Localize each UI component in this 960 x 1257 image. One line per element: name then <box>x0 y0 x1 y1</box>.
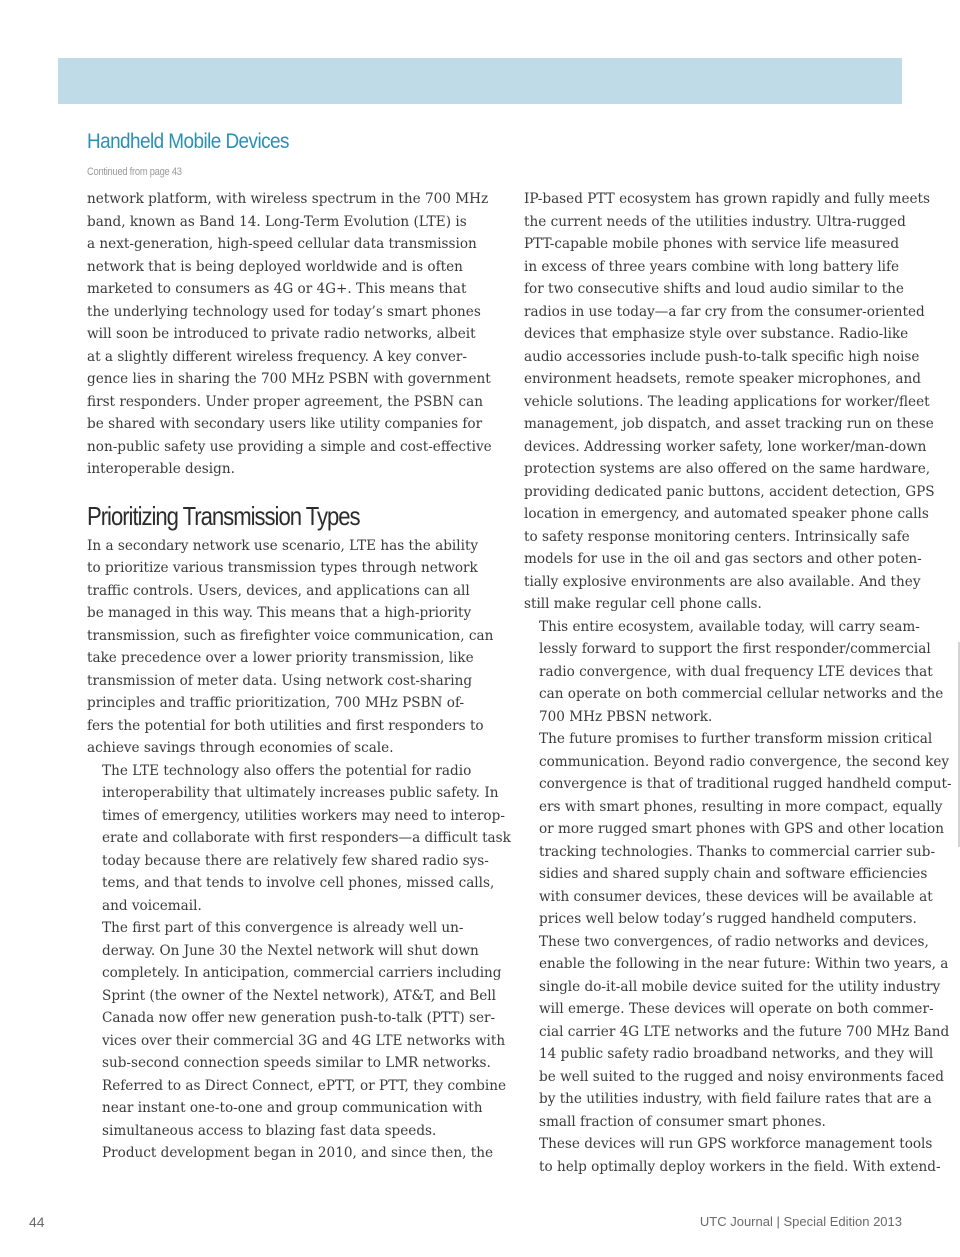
text-line: 14 public safety radio broadband networks, and they will <box>539 1046 934 1062</box>
text-line: transmission, such as firefighter voice communication, can <box>87 627 494 644</box>
text-line: ers with smart phones, resulting in more compact, equally <box>539 798 943 815</box>
paragraph <box>524 616 944 729</box>
text-line: erate and collaborate with first responders—a difficult task <box>102 830 511 846</box>
header-banner <box>58 58 902 104</box>
text-line: be well suited to the rugged and noisy environments faced <box>539 1068 945 1085</box>
text-line: IP-based PTT ecosystem has grown rapidly and fully meets <box>524 191 931 207</box>
paragraph <box>524 188 935 616</box>
text-line: PTT-capable mobile phones with service life measured <box>524 236 900 252</box>
text-line: In a secondary network use scenario, LTE has the ability <box>87 537 479 554</box>
text-line: This entire ecosystem, available today, will carry seam- <box>539 618 920 635</box>
text-line: tems, and that tends to involve cell phones, missed calls, <box>102 875 495 891</box>
text-line: Product development began in 2010, and since then, the <box>102 1145 494 1161</box>
text-line: tracking technologies. Thanks to commercial carrier sub- <box>539 843 936 860</box>
text-line: non-public safety use providing a simple and cost-effective <box>87 438 492 455</box>
text-line: vehicle solutions. The leading applications for worker/fleet <box>524 393 930 410</box>
text-line: small fraction of consumer smart phones. <box>539 1113 826 1130</box>
text-line: with consumer devices, these devices will be available at <box>539 888 933 905</box>
text-line: communication. Beyond radio convergence, the second key <box>539 753 950 770</box>
subheading: Prioritizing Transmission Types <box>87 500 360 531</box>
text-line: Sprint (the owner of the Nextel network), AT&T, and Bell <box>102 987 496 1004</box>
text-line: protection systems are also offered on the same hardware, <box>524 461 931 477</box>
text-line: be shared with secondary users like utility companies for <box>87 416 483 432</box>
text-line: Canada now offer new generation push-to-talk (PTT) ser- <box>102 1010 496 1026</box>
text-line: models for use in the oil and gas sectors and other poten- <box>524 551 922 567</box>
text-line: devices. Addressing worker safety, lone worker/man-down <box>524 438 927 455</box>
text-line: to safety response monitoring centers. Intrinsically safe <box>524 528 910 545</box>
text-line: sub-second connection speeds similar to LMR networks. <box>102 1055 491 1071</box>
text-line: be managed in this way. This means that a high-priority <box>87 605 472 621</box>
paragraph <box>87 917 507 1142</box>
text-line: radios in use today—a far cry from the consumer-oriented <box>524 303 925 320</box>
text-line: The future promises to further transform mission critical <box>539 731 933 747</box>
text-line: band, known as Band 14. Long-Term Evolution (LTE) is <box>87 213 467 230</box>
text-line: to help optimally deploy workers in the field. With extend- <box>539 1158 941 1175</box>
text-line: providing dedicated panic buttons, accident detection, GPS <box>524 483 935 500</box>
text-line: can operate on both commercial cellular networks and the <box>539 686 944 702</box>
right-column <box>524 188 952 1178</box>
text-line: interoperable design. <box>87 461 235 477</box>
text-line: derway. On June 30 the Nextel network will shut down <box>102 942 479 959</box>
page-number: 44 <box>29 1214 45 1230</box>
paragraph <box>87 760 511 918</box>
text-line: These two convergences, of radio networks and devices, <box>539 933 929 950</box>
text-line: the underlying technology used for today’s smart phones <box>87 303 481 320</box>
text-line: for two consecutive shifts and loud audio similar to the <box>524 281 904 297</box>
text-line: by the utilities industry, with field failure rates that are a <box>539 1091 932 1107</box>
text-line: location in emergency, and automated speaker phone calls <box>524 506 929 522</box>
text-line: in excess of three years combine with long battery life <box>524 258 900 275</box>
text-line: single do-it-all mobile device suited for the utility industry <box>539 978 941 995</box>
text-line: These devices will run GPS workforce management tools <box>539 1136 933 1152</box>
paragraph <box>87 535 494 760</box>
text-line: devices that emphasize style over substance. Radio-like <box>524 326 909 342</box>
paragraph <box>524 1133 941 1178</box>
text-line: prices well below today’s rugged handheld computers. <box>539 911 917 927</box>
text-line: to prioritize various transmission types through network <box>87 560 478 576</box>
text-line: simultaneous access to blazing fast data speeds. <box>102 1122 437 1139</box>
text-line: or more rugged smart phones with GPS and other location <box>539 821 944 837</box>
text-line: achieve savings through economies of scale. <box>87 740 394 756</box>
text-line: principles and traffic prioritization, 700 MHz PSBN of- <box>87 695 465 711</box>
continued-note: Continued from page 43 <box>87 166 182 178</box>
text-line: take precedence over a lower priority transmission, like <box>87 650 474 666</box>
text-line: and voicemail. <box>102 897 202 914</box>
paragraph <box>524 931 950 1134</box>
text-line: cial carrier 4G LTE networks and the future 700 MHz Band <box>539 1023 950 1040</box>
text-line: fers the potential for both utilities and first responders to <box>87 717 484 734</box>
text-line: network platform, with wireless spectrum in the 700 MHz <box>87 191 489 207</box>
text-line: environment headsets, remote speaker microphones, and <box>524 371 921 387</box>
text-line: The first part of this convergence is already well un- <box>102 920 464 936</box>
text-line: The LTE technology also offers the potential for radio <box>102 762 472 779</box>
text-line: will soon be introduced to private radio networks, albeit <box>87 326 476 342</box>
paragraph <box>87 188 492 481</box>
text-line: management, job dispatch, and asset tracking run on these <box>524 416 934 432</box>
text-line: will emerge. These devices will operate on both commer- <box>539 1001 934 1017</box>
text-line: a next-generation, high-speed cellular data transmission <box>87 236 477 252</box>
paragraph <box>524 728 952 931</box>
text-line: tially explosive environments are also available. And they <box>524 573 921 590</box>
section-title: Handheld Mobile Devices <box>87 130 289 153</box>
text-line: still make regular cell phone calls. <box>524 596 762 612</box>
text-line: marketed to consumers as 4G or 4G+. This means that <box>87 281 467 297</box>
text-line: audio accessories include push-to-talk specific high noise <box>524 348 920 365</box>
text-line: network that is being deployed worldwide and is often <box>87 258 463 275</box>
text-line: gence lies in sharing the 700 MHz PSBN with government <box>87 371 491 387</box>
text-line: traffic controls. Users, devices, and applications can all <box>87 582 470 599</box>
text-line: lessly forward to support the first responder/commercial <box>539 641 931 657</box>
text-line: transmission of meter data. Using network cost-sharing <box>87 672 473 689</box>
paragraph <box>87 1142 494 1165</box>
text-line: at a slightly different wireless frequency. A key conver- <box>87 348 468 365</box>
text-line: times of emergency, utilities workers may need to interop- <box>102 807 505 824</box>
text-line: convergence is that of traditional rugged handheld comput- <box>539 776 952 792</box>
text-line: near instant one-to-one and group communication with <box>102 1100 483 1116</box>
text-line: enable the following in the near future: Within two years, a <box>539 956 949 972</box>
text-line: completely. In anticipation, commercial carriers including <box>102 965 502 981</box>
text-line: 700 MHz PBSN network. <box>539 708 713 725</box>
text-line: sidies and shared supply chain and software efficiencies <box>539 866 928 882</box>
publication-footer: UTC Journal | Special Edition 2013 <box>699 1214 902 1229</box>
text-line: first responders. Under proper agreement, the PSBN can <box>87 393 483 410</box>
text-line: the current needs of the utilities industry. Ultra-rugged <box>524 213 906 230</box>
text-line: today because there are relatively few shared radio sys- <box>102 852 489 869</box>
text-line: radio convergence, with dual frequency LTE devices that <box>539 663 933 680</box>
text-line: Referred to as Direct Connect, ePTT, or PTT, they combine <box>102 1077 507 1094</box>
text-line: vices over their commercial 3G and 4G LTE networks with <box>102 1032 506 1049</box>
text-line: interoperability that ultimately increases public safety. In <box>102 785 499 801</box>
left-column <box>87 188 511 1165</box>
